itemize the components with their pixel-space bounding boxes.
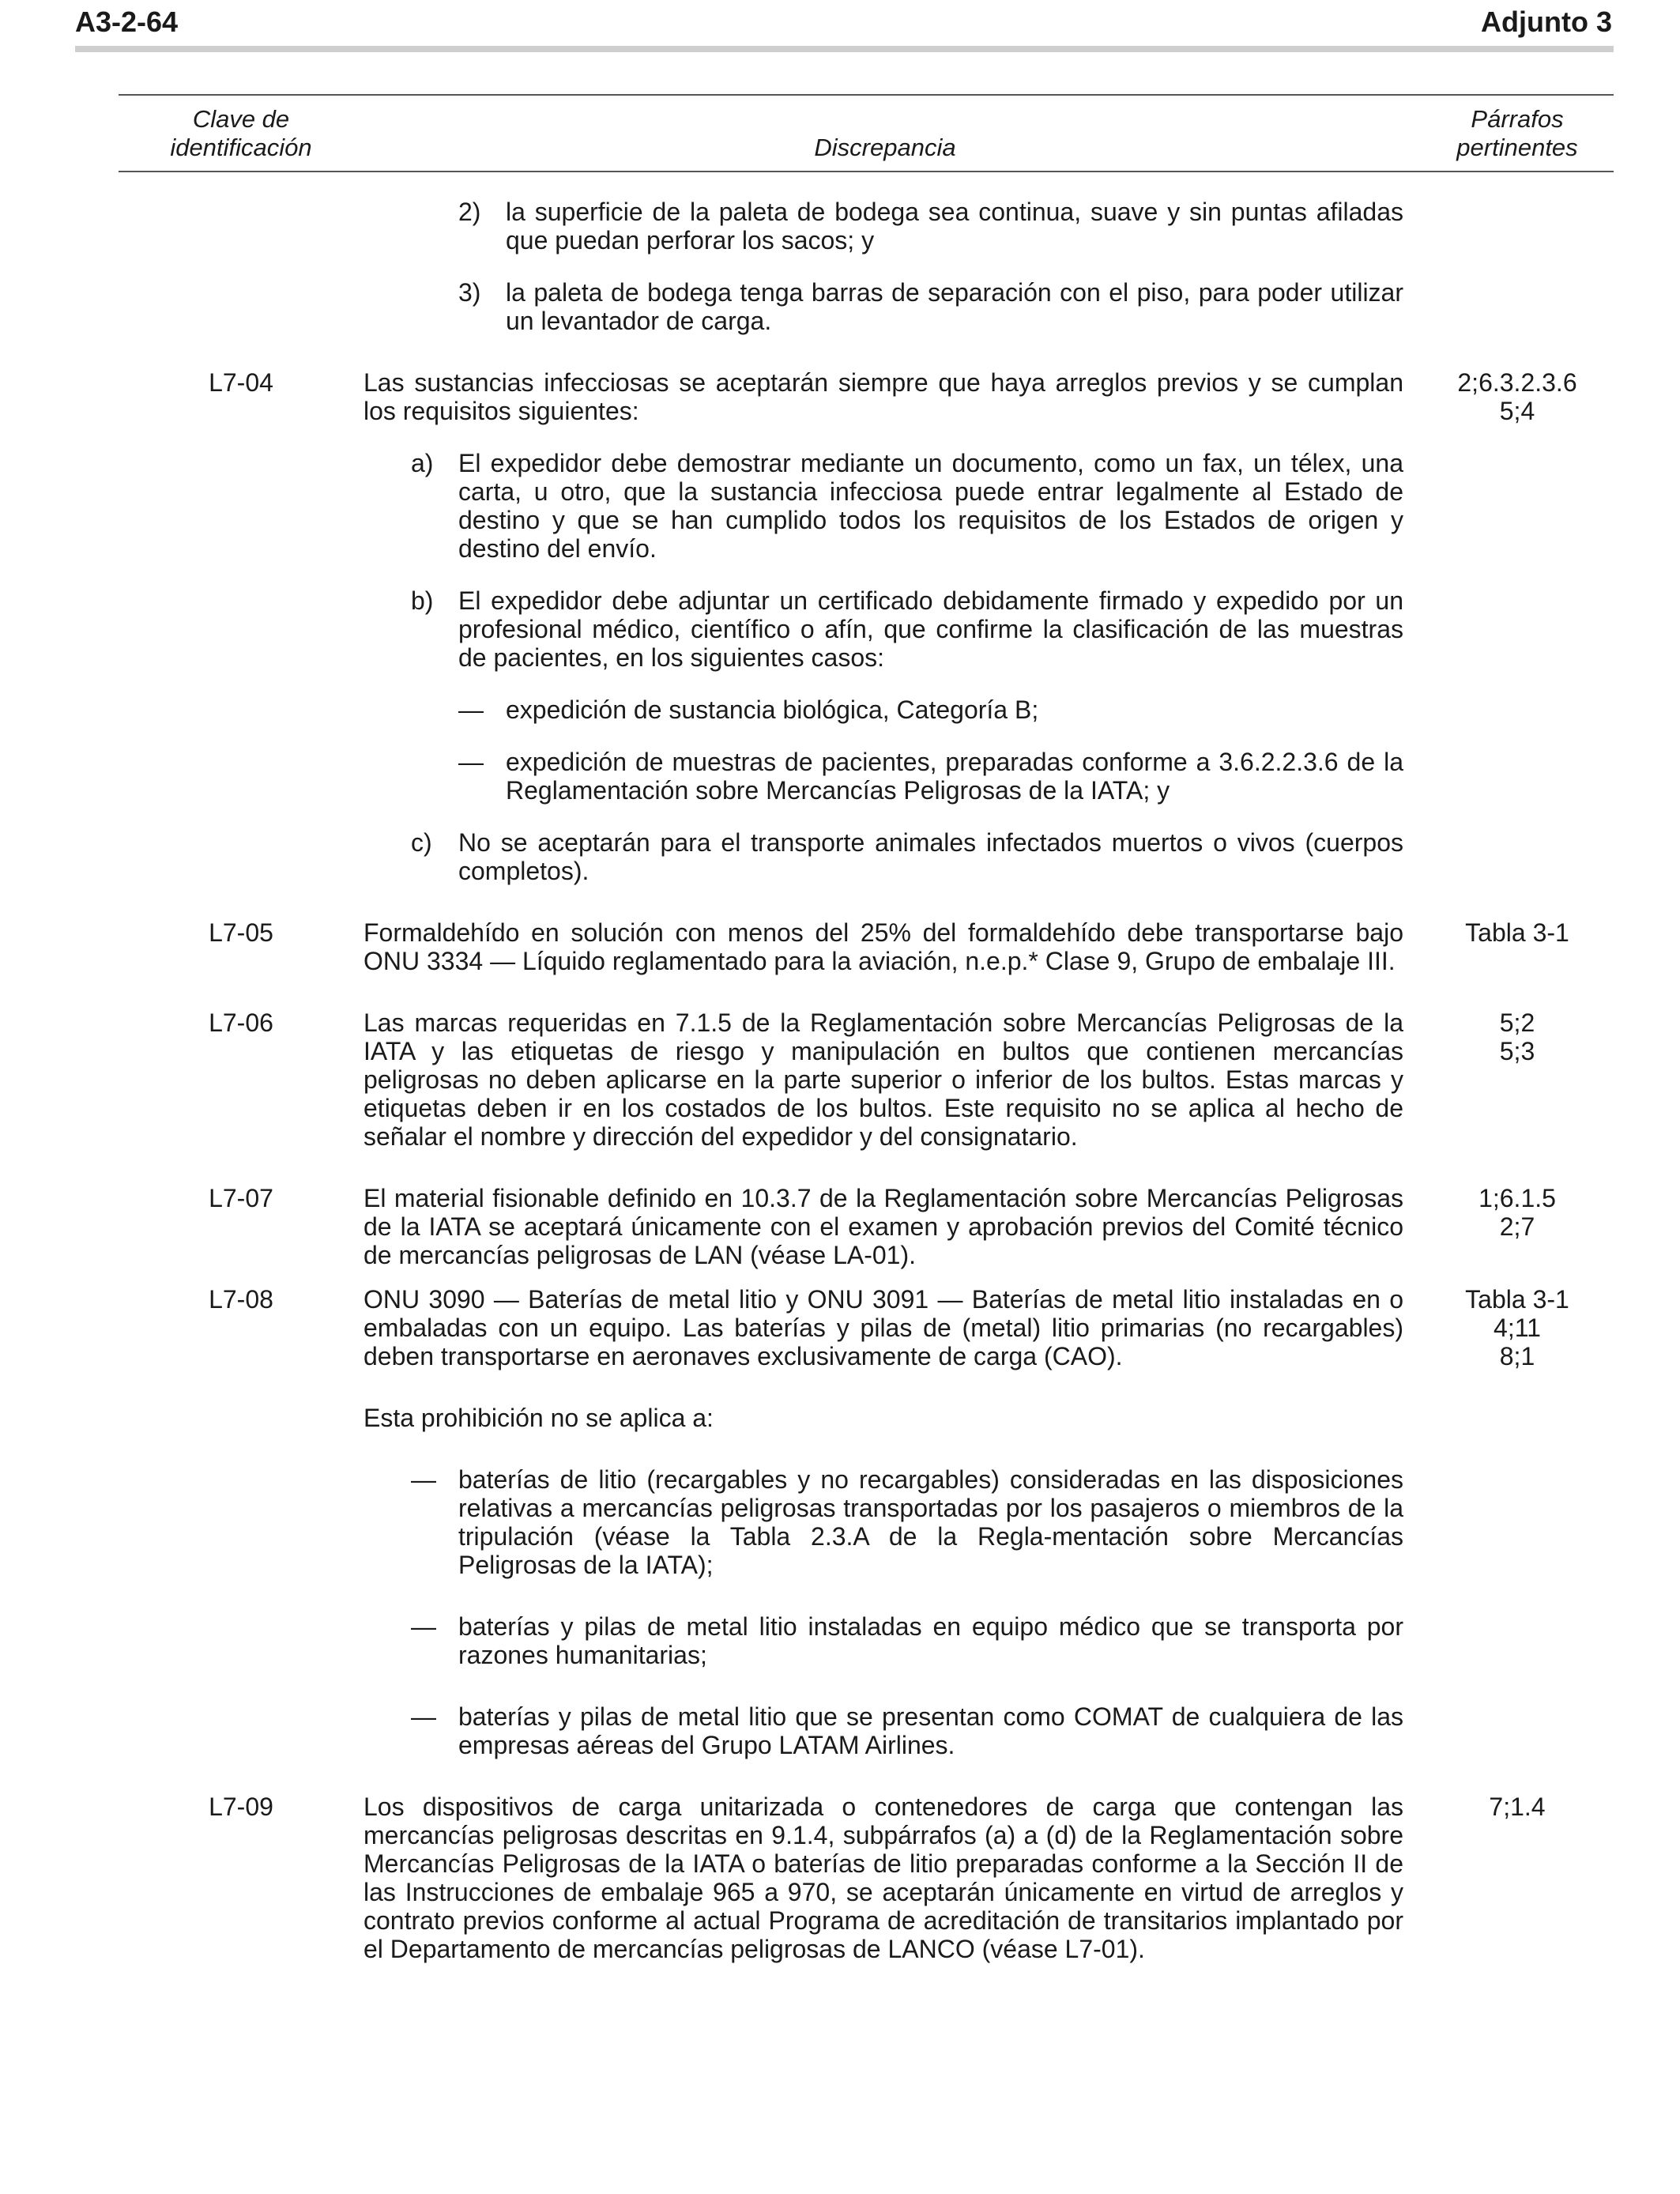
page-number: A3-2-64	[75, 6, 179, 38]
ref: 7;1.4	[1489, 1793, 1546, 1821]
attachment-label: Adjunto 3	[1481, 6, 1612, 38]
ref: Tabla 3-1	[1465, 1285, 1569, 1314]
entry-l7-07	[0, 1184, 1680, 1269]
entry-l7-06	[0, 1008, 1680, 1151]
entry-text: El material fisionable definido en 10.3.7 de la Reglamentación sobre Mercancías Peligrosas de la IATA se aceptará únicamente con el examen y aprobación previos del Comité técnico de mercancías peligrosas de LAN (véase LA-01).	[363, 1184, 1403, 1269]
entry-code: L7-08	[209, 1285, 273, 1314]
ref: Tabla 3-1	[1465, 918, 1569, 947]
ref: 2;6.3.2.3.6	[1457, 368, 1577, 397]
item-marker: —	[458, 696, 484, 724]
continuation-entry	[0, 198, 1680, 335]
table-body	[0, 198, 1680, 1963]
list-item	[458, 198, 1403, 254]
item-marker: —	[411, 1612, 436, 1641]
entry-l7-04	[0, 368, 1680, 885]
entry-text: Los dispositivos de carga unitarizada o contenedores de carga que contengan las mercancías peligrosas descritas en 9.1.4, subpárrafos (a) a (d) de la Reglamentación sobre Mercancías Peligrosas de la IATA o baterías de litio preparadas conforme a la Sección II de las Instrucciones de embalaje 965 a 970, se aceptarán únicamente en virtud de arreglos y contrato previos conforme al actual Programa de acreditación de transitarios implantado por el Departamento de mercancías peligrosas de LANCO (véase L7-01).	[363, 1793, 1403, 1963]
item-marker: 2)	[458, 198, 481, 226]
item-text: expedición de sustancia biológica, Categoría B;	[506, 696, 1039, 724]
item-text: baterías y pilas de metal litio que se presentan como COMAT de cualquiera de las empresas aéreas del Grupo LATAM Airlines.	[458, 1702, 1403, 1759]
item-text: baterías de litio (recargables y no recargables) consideradas en las disposiciones relativas a mercancías peligrosas transportadas por los pasajeros o miembros de la tripulación (véase la Tabla 2.3.A de la Regla-mentación sobre Mercancías Peligrosas de la IATA);	[458, 1465, 1403, 1579]
item-text: baterías y pilas de metal litio instaladas en equipo médico que se transporta por razones humanitarias;	[458, 1612, 1403, 1669]
entry-refs	[1422, 1793, 1612, 1821]
item-marker: c)	[411, 828, 432, 857]
list-item	[411, 828, 1403, 885]
entry-code: L7-05	[209, 918, 273, 947]
entry-refs	[1422, 1285, 1612, 1370]
list-subitem	[458, 748, 1403, 805]
ref: 5;4	[1499, 397, 1535, 425]
item-marker: a)	[411, 449, 434, 477]
entry-l7-08	[0, 1285, 1680, 1759]
list-item	[411, 1702, 1403, 1759]
item-marker: —	[411, 1702, 436, 1731]
item-text: la paleta de bodega tenga barras de separación con el piso, para poder utilizar un levantador de carga.	[506, 278, 1403, 335]
list-item	[411, 1465, 1403, 1579]
entry-refs	[1422, 1184, 1612, 1241]
ref: 4;11	[1494, 1314, 1541, 1342]
list-subitem	[458, 696, 1403, 724]
entry-code: L7-04	[209, 368, 273, 397]
entry-text: Las sustancias infecciosas se aceptarán siempre que haya arreglos previos y se cumplan los requisitos siguientes:	[363, 368, 1403, 425]
header-rule	[75, 46, 1614, 52]
item-text: El expedidor debe adjuntar un certificado debidamente firmado y expedido por un profesional médico, científico o afín, que confirme la clasificación de las muestras de pacientes, en los siguientes casos:	[458, 586, 1403, 672]
table-top-rule	[119, 94, 1614, 96]
entry-text: Formaldehído en solución con menos del 25% del formaldehído debe transportarse bajo ONU 3334 — Líquido reglamentado para la aviación, n.e.p.* Clase 9, Grupo de embalaje III.	[363, 918, 1403, 975]
table-head-rule	[119, 171, 1614, 172]
entry-l7-09	[0, 1793, 1680, 1963]
entry-refs	[1422, 1008, 1612, 1065]
item-text: No se aceptarán para el transporte animales infectados muertos o vivos (cuerpos completos).	[458, 828, 1403, 885]
list-item	[411, 1612, 1403, 1669]
item-marker: —	[458, 748, 484, 776]
column-header-paragraphs-line1: Párrafos	[1471, 105, 1564, 133]
entry-code: L7-09	[209, 1793, 273, 1821]
entry-code: L7-07	[209, 1184, 273, 1212]
item-text: la superficie de la paleta de bodega sea continua, suave y sin puntas afiladas que puedan perforar los sacos; y	[506, 198, 1403, 254]
item-marker: 3)	[458, 278, 481, 307]
ref: 8;1	[1499, 1342, 1535, 1370]
column-header-key-line1: Clave de	[192, 105, 290, 133]
list-item	[458, 278, 1403, 335]
entry-text-secondary: Esta prohibición no se aplica a:	[363, 1404, 714, 1432]
column-header-paragraphs-line2: pertinentes	[1456, 134, 1578, 161]
entry-refs	[1422, 918, 1612, 947]
entry-text: ONU 3090 — Baterías de metal litio y ONU 3091 — Baterías de metal litio instaladas en o embaladas con un equipo. Las baterías y pilas de (metal) litio primarias (no recargables) deben transportarse en aeronaves exclusivamente de carga (CAO).	[363, 1285, 1403, 1370]
ref: 5;3	[1499, 1037, 1535, 1065]
item-marker: —	[411, 1465, 436, 1494]
item-text: expedición de muestras de pacientes, preparadas conforme a 3.6.2.2.3.6 de la Reglamentación sobre Mercancías Peligrosas de la IATA; y	[506, 748, 1403, 805]
item-text: El expedidor debe demostrar mediante un documento, como un fax, un télex, una carta, u otro, que la sustancia infecciosa puede entrar legalmente al Estado de destino y que se han cumplido todos los requisitos de los Estados de origen y destino del envío.	[458, 449, 1403, 563]
ref: 1;6.1.5	[1478, 1184, 1556, 1212]
entry-text: Las marcas requeridas en 7.1.5 de la Reglamentación sobre Mercancías Peligrosas de la IATA y las etiquetas de riesgo y manipulación en bultos que contienen mercancías peligrosas no deben aplicarse en la parte superior o inferior de los bultos. Estas marcas y etiquetas deben ir en los costados de los bultos. Este requisito no se aplica al hecho de señalar el nombre y dirección del expedidor y del consignatario.	[363, 1008, 1403, 1151]
column-header-key-line2: identificación	[170, 134, 312, 161]
list-item	[411, 449, 1403, 563]
item-marker: b)	[411, 586, 434, 615]
ref: 2;7	[1499, 1212, 1535, 1241]
entry-refs	[1422, 368, 1612, 425]
entry-code: L7-06	[209, 1008, 273, 1037]
entry-l7-05	[0, 918, 1680, 975]
page-header	[75, 5, 1612, 40]
ref: 5;2	[1499, 1008, 1535, 1037]
column-header-discrepancy: Discrepancia	[814, 134, 956, 161]
list-item	[411, 586, 1403, 672]
column-header-paragraphs	[1422, 105, 1612, 162]
column-header-key	[146, 105, 336, 162]
